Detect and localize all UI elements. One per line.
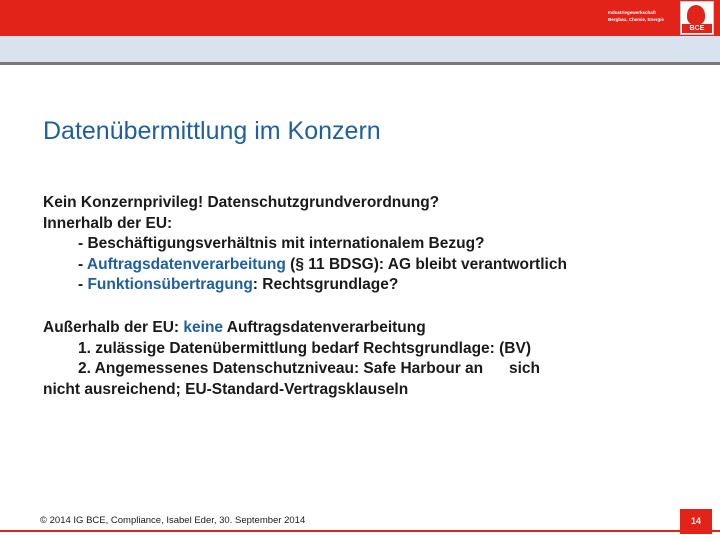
page-number: 14 (680, 509, 712, 534)
footer-text: © 2014 IG BCE, Compliance, Isabel Eder, 30. September 2014 (40, 515, 306, 526)
body-line-4-rest: (§ 11 BDSG): AG bleibt verantwortlich (285, 255, 567, 273)
body-line-9: nicht ausreichend; EU-Standard-Vertragsklauseln (43, 380, 409, 398)
body-line-1: Kein Konzernprivileg! Datenschutzgrundverordnung? (43, 194, 440, 211)
bullet-dash: - (78, 276, 88, 294)
igbce-logo (680, 1, 714, 35)
body-line-5-rest: : Rechtsgrundlage? (252, 276, 399, 294)
header-band (0, 36, 720, 62)
body-line-6-pre: Außerhalb der EU: (43, 318, 184, 336)
body-line-6 (43, 318, 683, 339)
body-line-4 (43, 255, 683, 276)
body-line-7: 1. zulässige Datenübermittlung bedarf Rechtsgrundlage: (BV) (78, 339, 532, 357)
body-line-2: Innerhalb der EU: (43, 214, 173, 232)
logo-mark-icon (687, 5, 705, 25)
body-line-6-rest: Auftragsdatenverarbeitung (223, 318, 426, 336)
brand-text (608, 9, 664, 23)
slide-body (43, 193, 683, 400)
header-divider (0, 62, 720, 65)
body-line-5 (43, 275, 683, 296)
logo-text: BCE (682, 24, 712, 33)
slide-title: Datenübermittlung im Konzern (43, 117, 381, 145)
brand-line-2: Bergbau, Chemie, Energie (607, 17, 664, 22)
footer-line (0, 530, 720, 532)
term-funktionsuebertragung: Funktionsübertragung (87, 276, 253, 294)
header-bar (0, 0, 720, 36)
term-auftragsdatenverarbeitung: Auftragsdatenverarbeitung (86, 255, 286, 273)
term-keine: keine (183, 318, 224, 336)
bullet-dash: - (78, 255, 87, 273)
body-line-3: - Beschäftigungsverhältnis mit internationalem Bezug? (78, 235, 485, 253)
brand-line-1: Industriegewerkschaft (607, 10, 656, 15)
body-line-8: 2. Angemessenes Datenschutzniveau: Safe Harbour an sich (78, 360, 540, 378)
